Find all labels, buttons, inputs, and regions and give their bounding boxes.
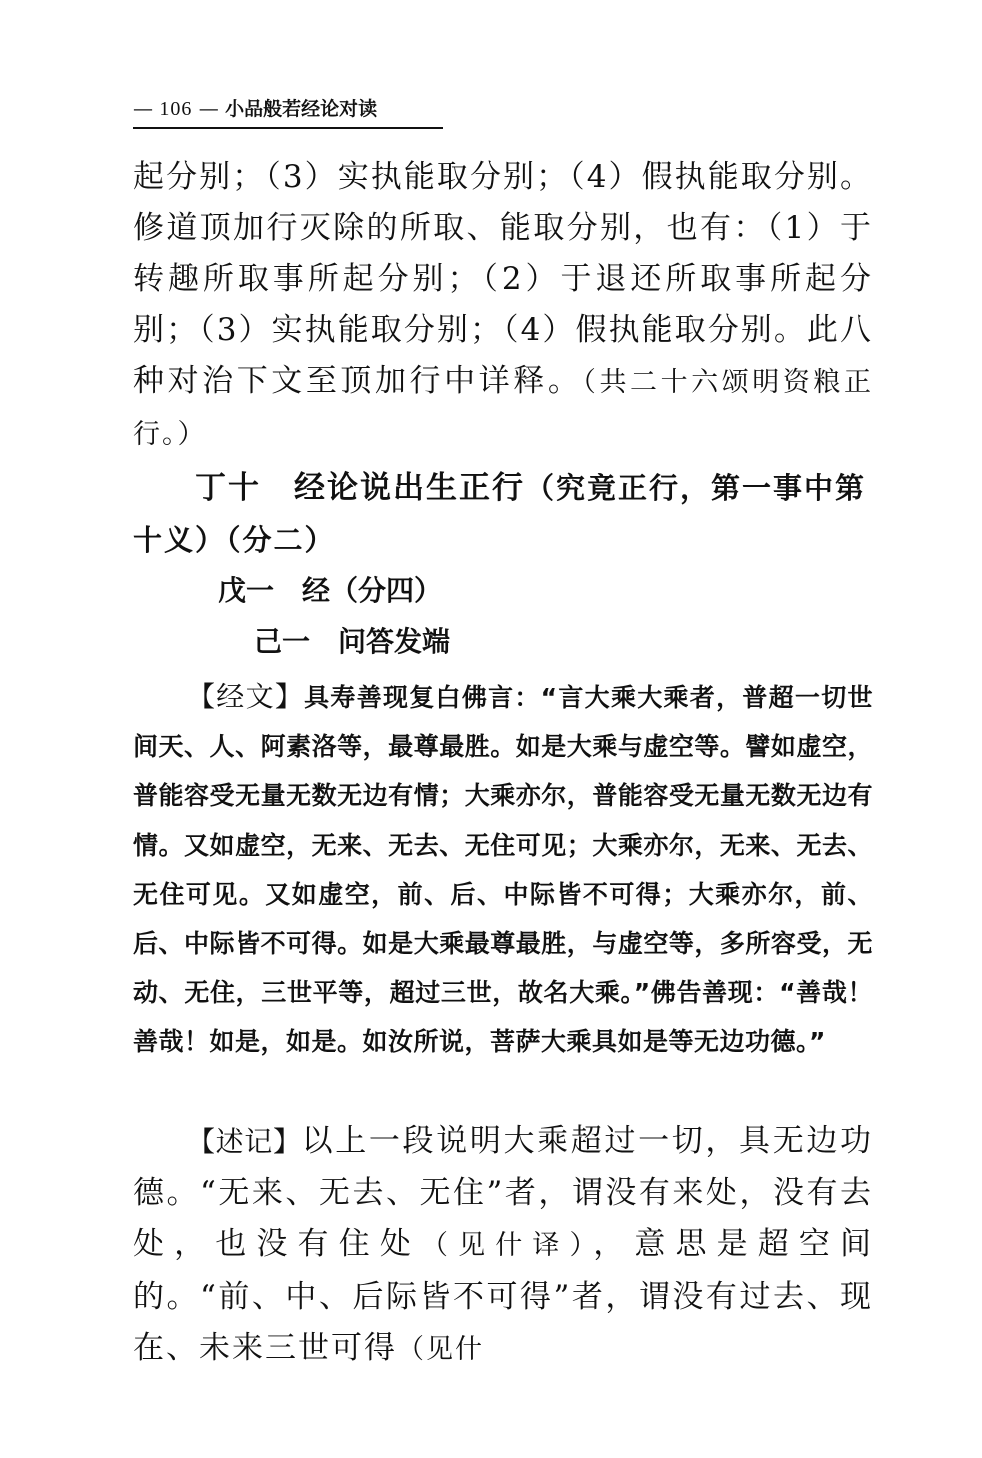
subsubsection-heading-ji-one [254,619,450,665]
running-header [133,93,443,129]
subsection-heading-subnote: （分四） [330,574,443,607]
subsubsection-heading-label: 己一 问答发端 [254,625,451,658]
subsection-heading-label: 戊一 经 [218,574,331,607]
header-dash-left: — [133,96,153,120]
section-heading-ding-ten [133,462,873,566]
commentary-text-1: 以上一段说明大乘超过一切，具无边功德。“无来、无去、无住”者，谓没有来处，没有去处，也没有住处 [133,1123,873,1262]
commentary-note-1: （见什译） [420,1230,594,1261]
header-dash-right: — [198,96,219,120]
section-heading-subnote: （究竟正行，第一事中第十义）（分二） [133,471,867,557]
commentary-passage [133,1116,873,1376]
paragraph-continued [133,152,873,460]
page-number: 106 [159,98,193,120]
book-title: 小品般若经论对读 [225,98,378,120]
sutra-tag: 【经文】 [187,680,305,713]
subsection-heading-wu-one [218,568,442,614]
commentary-tag: 【述记】 [187,1125,302,1158]
paragraph-text: 起分别；（3）实执能取分别；（4）假执能取分别。修道顶加行灭除的所取、能取分别，也有：（1）于转趣所取事所起分别；（2）于退还所取事所起分别；（3）实执能取分别；（4）假执能取分别。此八种对治下文至顶加行中详释。 [133,159,873,399]
section-heading-label: 丁十 经论说出生正行 [195,470,525,506]
sutra-text: 具寿善现复白佛言：“言大乘大乘者，普超一切世间天、人、阿素洛等，最尊最胜。如是大乘与虚空等。譬如虚空，普能容受无量无数无边有情；大乘亦尔，普能容受无量无数无边有情。又如虚空，无来、无去、无住可见；大乘亦尔，无来、无去、无住可见。又如虚空，前、后、中际皆不可得；大乘亦尔，前、后、中际皆不可得。如是大乘最尊最胜，与虚空等，多所容受，无动、无住，三世平等，超过三世，故名大乘。”佛告善现：“善哉！善哉！如是，如是。如汝所说，菩萨大乘具如是等无边功德。” [133,683,873,1057]
paragraph-note: （共二十六颂明资粮正行。） [133,367,874,450]
commentary-text-2: ，意思是超空间的。“前、中、后际皆不可得”者，谓没有过去、现在、未来三世可得 [133,1226,874,1366]
commentary-note-2: （见什 [397,1334,484,1365]
sutra-passage [133,672,873,1067]
